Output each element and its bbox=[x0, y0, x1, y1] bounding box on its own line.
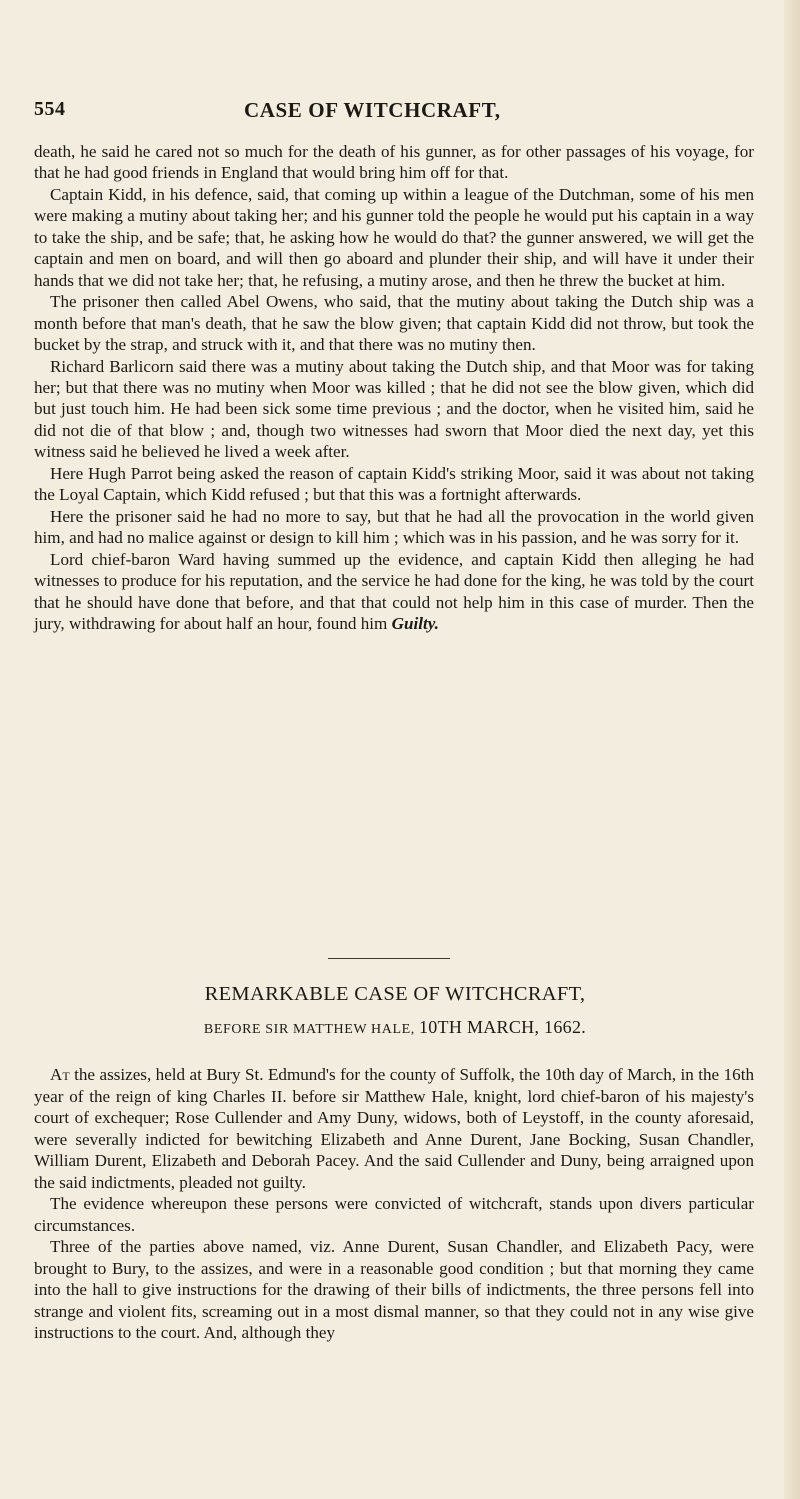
running-title: CASE OF WITCHCRAFT, bbox=[244, 98, 501, 122]
paragraph: Captain Kidd, in his defence, said, that coming up within a league of the Dutchman, some of his men were making a mutiny about taking her; and his gunner told the people he would put his captain in a way to take the ship, and be safe; that, he asking how he would do that? the gunner answered, we will get the captain and men on board, and will then go aboard and plunder their ship, and will have it under their hands that we did not take her; that, he refusing, a mutiny arose, and then he threw the bucket at him. bbox=[34, 184, 754, 290]
subtitle-date: 10TH MARCH, 1662. bbox=[418, 1017, 587, 1037]
paragraph-text: the assizes, held at Bury St. Edmund's for the county of Suffolk, the 10th day of March, in the 16th year of the reign of king Charles II. before sir Matthew Hale, knight, lord chief-baron of his majesty's court of exchequer; Rose Cullender and Amy Duny, widows, both of Leystoff, in the county aforesaid, were severally indicted for bewitching Elizabeth and Anne Durent, Jane Bocking, Susan Chandler, William Durent, Elizabeth and Deborah Pacey. And the said Cullender and Duny, being arraigned upon the said indictments, pleaded not guilty. bbox=[34, 1065, 754, 1192]
witchcraft-text bbox=[34, 1064, 754, 1344]
kidd-trial-text bbox=[34, 141, 754, 634]
page-edge bbox=[784, 0, 800, 1499]
opening-word: At bbox=[50, 1065, 70, 1084]
paragraph bbox=[34, 1064, 754, 1193]
section-subtitle bbox=[0, 1017, 790, 1038]
paragraph: Here the prisoner said he had no more to say, but that he had all the provocation in the world given him, and had no malice against or design to kill him ; which was in his passion, and he was sorry for it. bbox=[34, 506, 754, 548]
paragraph: Richard Barlicorn said there was a mutiny about taking the Dutch ship, and that Moor was for taking her; but that there was no mutiny when Moor was killed ; that he did not see the blow given, which did but just touch him. He had been sick some time previous ; and the doctor, when he visited him, said he did not die of that blow ; and, though two witnesses had sworn that Moor died the next day, yet this witness said he believed he lived a week after. bbox=[34, 356, 754, 462]
paragraph: death, he said he cared not so much for the death of his gunner, as for other passages of his voyage, for that he had good friends in England that would bring him off for that. bbox=[34, 142, 754, 183]
paragraph-text: Lord chief-baron Ward having summed up the evidence, and captain Kidd then alleging he had witnesses to produce for his reputation, and the service he had done for the king, he was told by the court that he should have done that before, and that that could not help him in this case of murder. Then the jury, withdrawing for about half an hour, found him bbox=[34, 549, 754, 633]
page-number: 554 bbox=[34, 98, 66, 120]
subtitle-caps: BEFORE SIR MATTHEW HALE, bbox=[203, 1022, 415, 1037]
paragraph bbox=[34, 549, 754, 635]
section-divider bbox=[328, 958, 450, 959]
verdict: Guilty. bbox=[391, 613, 439, 633]
paragraph: The prisoner then called Abel Owens, who said, that the mutiny about taking the Dutch ship was a month before that man's death, that he saw the blow given; that captain Kidd did not throw, but took the bucket by the strap, and struck with it, and that there was no mutiny then. bbox=[34, 292, 754, 355]
paragraph: The evidence whereupon these persons were convicted of witchcraft, stands upon divers particular circumstances. bbox=[34, 1194, 754, 1235]
paragraph: Three of the parties above named, viz. Anne Durent, Susan Chandler, and Elizabeth Pacy, were brought to Bury, to the assizes, and were in a reasonable good condition ; but that morning they came into the hall to give instructions for the drawing of their bills of indictments, the three persons fell into strange and violent fits, screaming out in a most dismal manner, so that they could not in any wise give instructions to the court. And, although they bbox=[34, 1237, 754, 1342]
section-title: REMARKABLE CASE OF WITCHCRAFT, bbox=[204, 983, 586, 1005]
paragraph: Here Hugh Parrot being asked the reason of captain Kidd's striking Moor, said it was about not taking the Loyal Captain, which Kidd refused ; but that this was a fortnight afterwards. bbox=[34, 463, 754, 505]
page-header bbox=[34, 98, 754, 128]
